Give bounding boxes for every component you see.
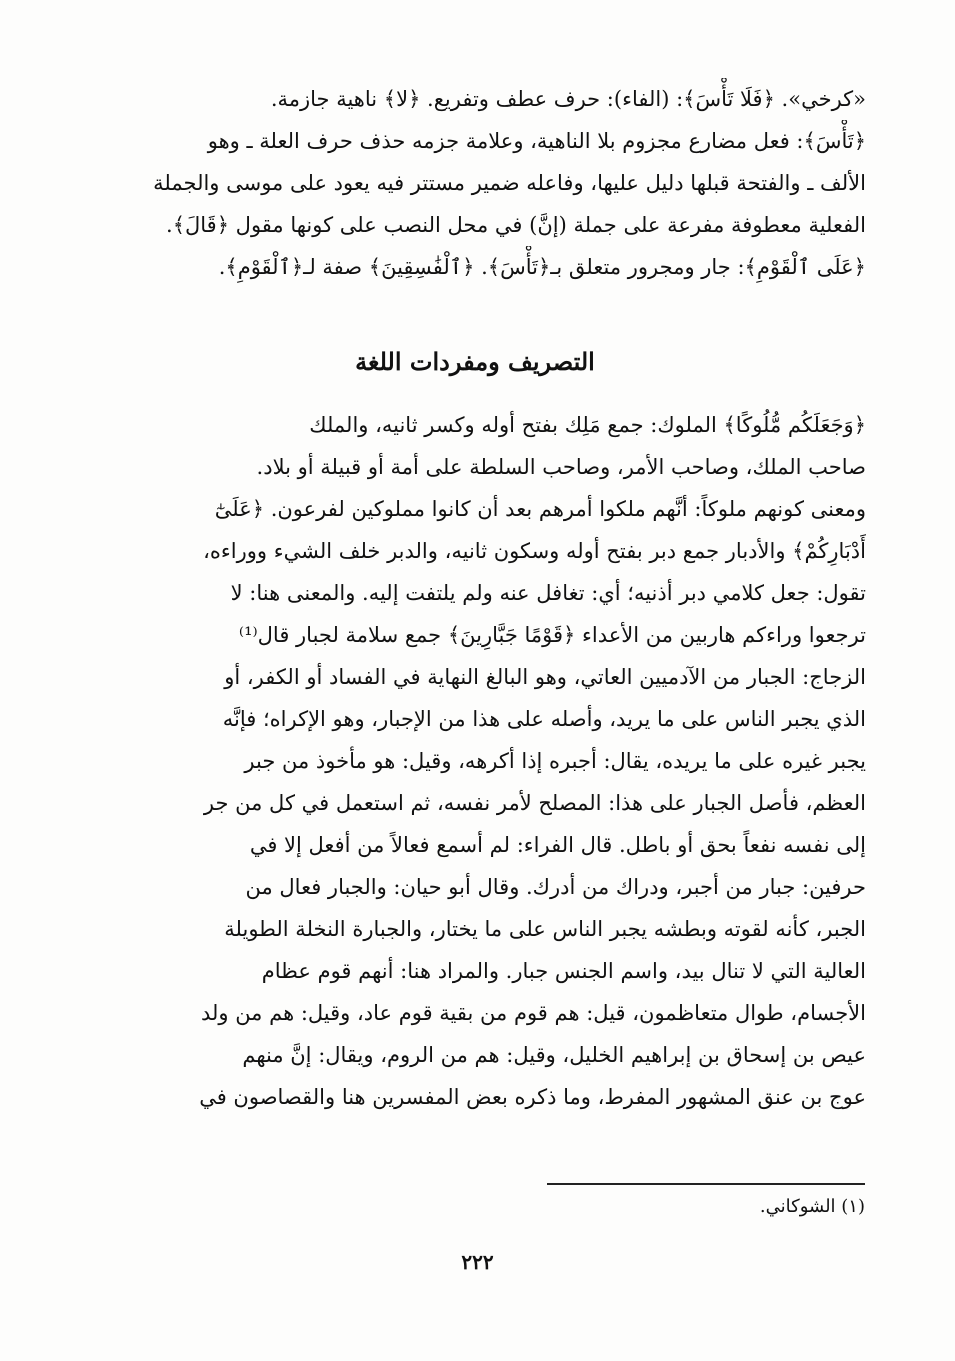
- footnote-divider: [547, 1183, 865, 1185]
- text-line: العظم، فأصل الجبار على هذا: المصلح لأمر نفسه، ثم استعمل في كل من جر: [203, 791, 866, 815]
- text-line: يجبر غيره على ما يريده، يقال: أجبره إذا أكرهه، وقيل: هو مأخوذ من جبر: [244, 749, 866, 773]
- text-line: تقول: جعل كلامي دبر أذنيه؛ أي: تغافل عنه ولم يلتفت إليه. والمعنى هنا: لا: [230, 581, 866, 605]
- text-line: ﴿وَجَعَلَكُم مُّلُوكًا﴾ الملوك: جمع مَلِك بفتح أوله وكسر ثانيه، والملك: [309, 413, 866, 437]
- text-line: ومعنى كونهم ملوكاً: أنَّهم ملكوا أمرهم بعد أن كانوا مملوكين لفرعون. ﴿عَلَىٰٓ: [214, 497, 866, 521]
- text-line: ﴿عَلَى ٱلْقَوْمِ﴾: جار ومجرور متعلق بـ﴿تَأْسَ﴾. ﴿ٱلْفَٰسِقِينَ﴾ صفة لـ﴿ٱلْقَوْمِ﴾.: [218, 255, 866, 279]
- text-line: «كرخي». ﴿فَلَا تَأْسَ﴾: (الفاء): حرف عطف وتفريع. ﴿لا﴾ ناهية جازمة.: [270, 87, 866, 111]
- text-line: الألف ـ والفتحة قبلها دليل عليها، وفاعله ضمير مستتر فيه يعود على موسى والجملة: [153, 171, 866, 195]
- text-line: الزجاج: الجبار من الآدميين العاتي، وهو البالغ النهاية في الفساد أو الكفر، أو: [224, 665, 866, 689]
- text-line: الذي يجبر الناس على ما يريد، وأصله على هذا من الإجبار، وهو الإكراه؛ فإنَّه: [222, 707, 866, 731]
- main-paragraph: [84, 404, 866, 1118]
- text-line: ﴿تَأْسَ﴾: فعل مضارع مجزوم بلا الناهية، وعلامة جزمه حذف حرف العلة ـ وهو: [207, 129, 866, 153]
- text-line: إلى نفسه نفعاً بحق أو باطل. قال الفراء: لم أسمع فعالاً من أفعل إلا في: [249, 833, 866, 857]
- text-line: الفعلية معطوفة مفرعة على جملة (إنَّ) في محل النصب على كونها مقول ﴿قَالَ﴾.: [166, 213, 866, 237]
- footnote: (١) الشوكاني.: [759, 1196, 865, 1217]
- text-line: صاحب الملك، وصاحب الأمر، وصاحب السلطة على أمة أو قبيلة أو بلاد.: [256, 455, 866, 479]
- text-line: الأجسام، طوال متعاظمون، قيل: هم قوم من بقية قوم عاد، وقيل: هم من ولد: [200, 1001, 866, 1025]
- text-line: العالية التي لا تنال بيد، واسم الجنس جبار. والمراد هنا: أنهم قوم عظام: [261, 959, 866, 983]
- text-line: الجبر، كأنه لقوته وبطشه يجبر الناس على ما يختار، والجبارة النخلة الطويلة: [224, 917, 866, 941]
- text-line: عوج بن عنق المشهور المفرط، وما ذكره بعض المفسرين هنا والقصاصون في: [199, 1085, 866, 1109]
- text-line: عيص بن إسحاق بن إبراهيم الخليل، وقيل: هم من الروم، ويقال: إنَّ منهم: [242, 1043, 866, 1067]
- text-line: حرفين: جبار من أجبر، ودراك من أدرك. وقال أبو حيان: والجبار فعال من: [245, 875, 866, 899]
- text-line: أَدْبَارِكُمْ﴾ والأدبار جمع دبر بفتح أوله وسكون ثانيه، والدبر خلف الشيء ووراءه،: [203, 539, 866, 563]
- top-paragraph: [84, 78, 866, 288]
- page-number: ٢٢٢: [461, 1250, 494, 1274]
- section-title: التصريف ومفردات اللغة: [355, 347, 595, 376]
- text-line: ترجعوا وراءكم هاربين من الأعداء ﴿قَوْمًا جَبَّارِينَ﴾ جمع سلامة لجبار قال⁽¹⁾: [238, 623, 866, 647]
